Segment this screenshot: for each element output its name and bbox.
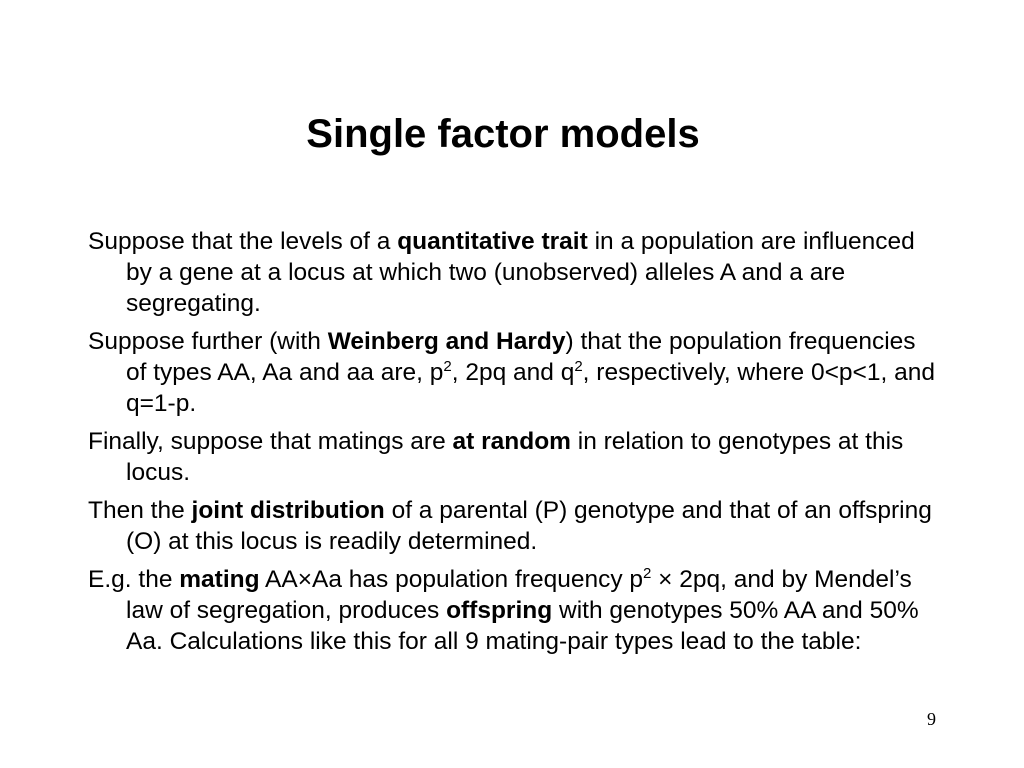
bold-term-joint-distribution: joint distribution [191,497,385,524]
text-run: AA×Aa has population frequency p [259,566,644,593]
slide-title: Single factor models [306,112,700,156]
text-run: with genotypes 50% AA and 50% Aa. Calculations like this for all 9 mating-pair types lead to the table: [126,597,919,655]
bold-term-mating: mating [179,566,260,593]
text-run: in relation to genotypes at this locus. [126,428,904,486]
bold-term-quantitative-trait: quantitative trait [397,228,588,255]
paragraph-mating-example [88,564,938,657]
text-run: , respectively, where 0<p<1, and q=1-p. [126,359,935,417]
superscript: 2 [574,358,583,375]
bold-term-at-random: at random [452,428,571,455]
slide-body [88,226,938,664]
text-run: in a population are influenced by a gene at a locus at which two (unobserved) alleles A and a are segregating. [126,228,915,317]
paragraph-quantitative-trait [88,226,938,319]
text-run: Suppose further (with [88,328,328,355]
text-run: E.g. the [88,566,180,593]
paragraph-random-mating [88,426,938,488]
text-run: of a parental (P) genotype and that of an offspring (O) at this locus is readily determined. [126,497,932,555]
text-run: ) that the population frequencies of types AA, Aa and aa are, p [126,328,916,386]
text-run: Finally, suppose that matings are [88,428,453,455]
superscript: 2 [443,358,452,375]
text-run: Then the [88,497,192,524]
bold-term-weinberg-hardy: Weinberg and Hardy [327,328,566,355]
page-number: 9 [927,709,936,729]
bold-term-offspring: offspring [446,597,553,624]
superscript: 2 [643,565,652,582]
paragraph-joint-distribution [88,495,938,557]
text-run: Suppose that the levels of a [88,228,398,255]
text-run: × 2pq, and by Mendel’s law of segregation, produces [126,566,912,624]
text-run: , 2pq and q [451,359,575,386]
paragraph-weinberg-hardy [88,326,938,419]
